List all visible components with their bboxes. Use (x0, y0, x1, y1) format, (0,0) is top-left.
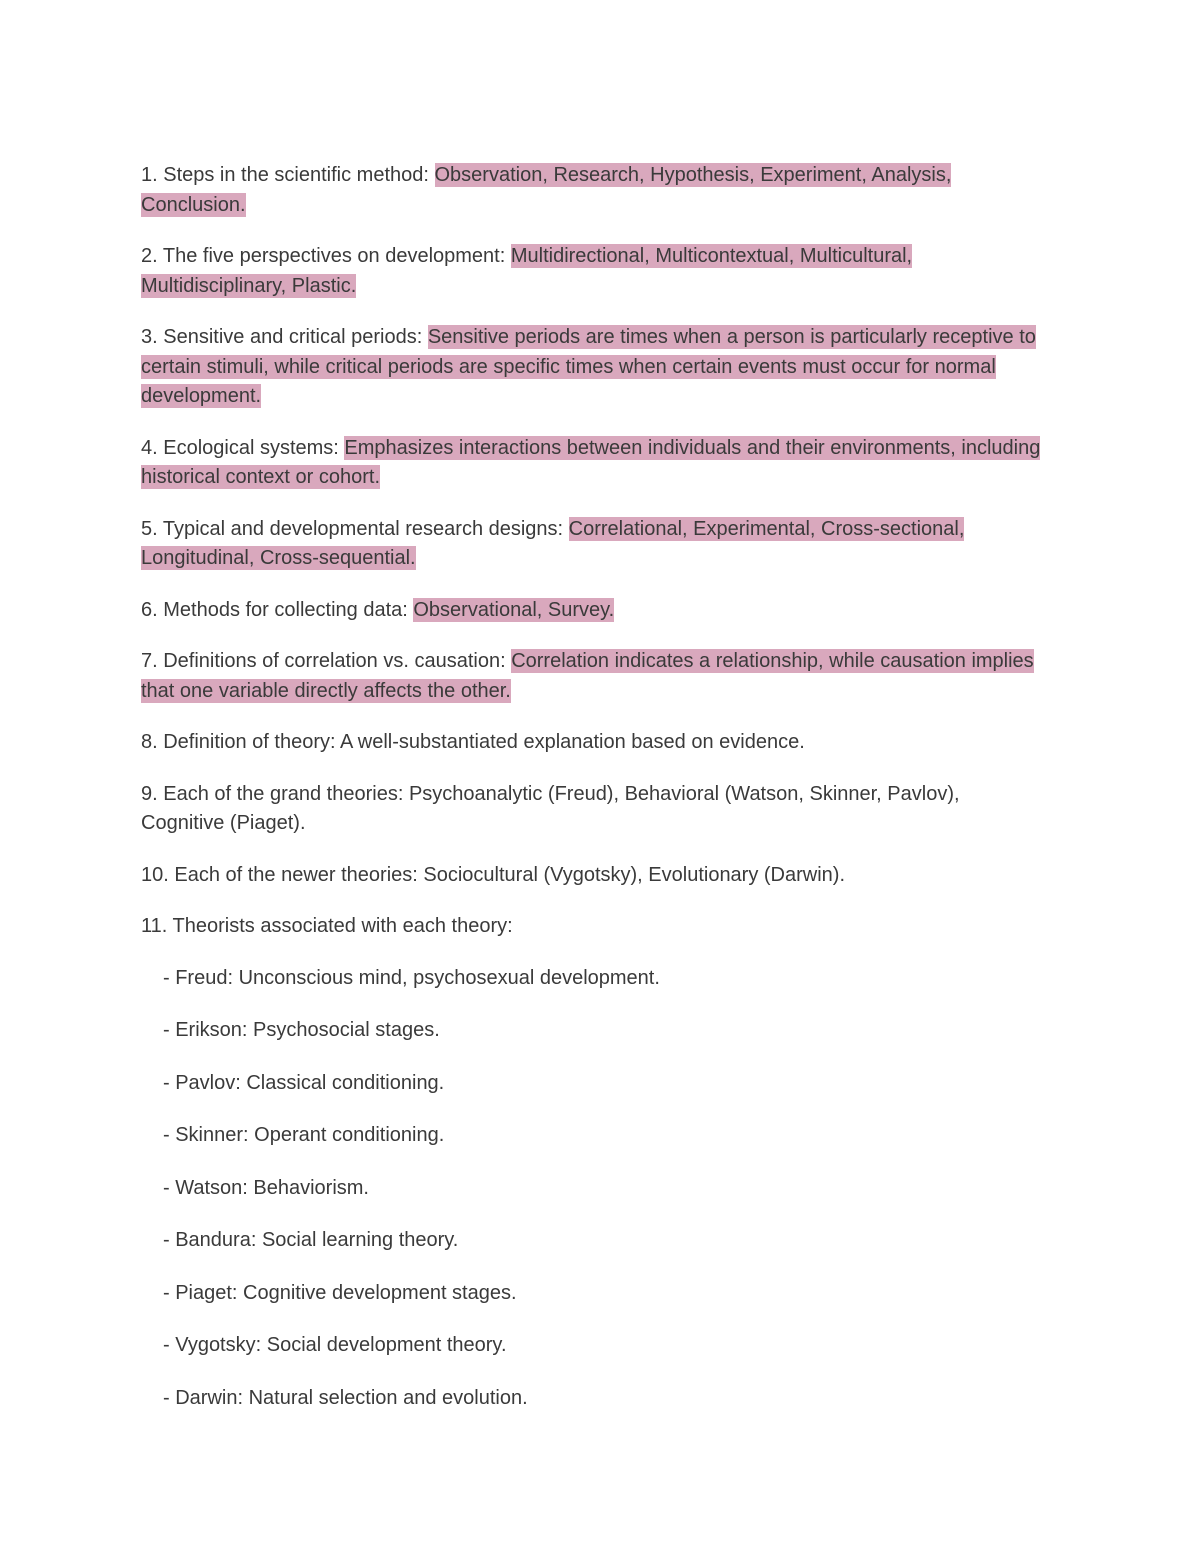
theorist-watson: - Watson: Behaviorism. (163, 1176, 369, 1199)
list-item-11: 11. Theorists associated with each theory: (141, 915, 513, 937)
list-item-3 (141, 323, 1041, 412)
highlighted-answer: Correlational, Experimental, Cross-sectional, Longitudinal, Cross-sequential. (141, 517, 965, 569)
item-label: 4. Ecological systems: (141, 436, 345, 459)
item-label: 2. The five perspectives on development: (141, 245, 511, 267)
item-label: 6. Methods for collecting data: (141, 598, 414, 621)
highlighted-answer: Emphasizes interactions between individuals and their environments, including historical context or cohort. (141, 436, 1041, 488)
highlighted-answer: Observational, Survey. (413, 598, 615, 621)
list-item-2 (141, 242, 1041, 301)
theorist-pavlov: - Pavlov: Classical conditioning. (163, 1071, 445, 1094)
item-label: 5. Typical and developmental research designs: (141, 517, 569, 540)
list-item-6 (141, 596, 1041, 626)
item-label: 3. Sensitive and critical periods: (141, 326, 428, 348)
list-item-1 (141, 161, 1041, 220)
item-label: 1. Steps in the scientific method: (141, 164, 435, 186)
theorist-vygotsky: - Vygotsky: Social development theory. (163, 1334, 507, 1356)
list-item-7 (141, 647, 1041, 706)
highlighted-answer: Sensitive periods are times when a person is particularly receptive to certain stimuli, while critical periods are specific times when certain events must occur for normal development. (141, 326, 1036, 407)
theorist-erikson: - Erikson: Psychosocial stages. (163, 1019, 440, 1041)
theorist-piaget: - Piaget: Cognitive development stages. (163, 1281, 517, 1304)
document-body (141, 161, 1041, 1436)
theorist-darwin: - Darwin: Natural selection and evolution. (163, 1386, 528, 1409)
highlighted-answer: Correlation indicates a relationship, while causation implies that one variable directly affects the other. (141, 650, 1034, 702)
highlighted-answer: Multidirectional, Multicontextual, Multicultural, Multidisciplinary, Plastic. (141, 245, 913, 297)
theorist-bandura: - Bandura: Social learning theory. (163, 1229, 459, 1251)
list-item-8: 8. Definition of theory: A well-substantiated explanation based on evidence. (141, 731, 805, 753)
list-item-4 (141, 434, 1041, 493)
theorist-skinner: - Skinner: Operant conditioning. (163, 1124, 445, 1146)
item-label: 7. Definitions of correlation vs. causation: (141, 650, 512, 672)
highlighted-answer: Observation, Research, Hypothesis, Experiment, Analysis, Conclusion. (141, 164, 952, 216)
list-item-5 (141, 515, 1041, 574)
list-item-9: 9. Each of the grand theories: Psychoanalytic (Freud), Behavioral (Watson, Skinner, Pavlov), Cognitive (Piaget). (141, 782, 960, 834)
theorist-freud: - Freud: Unconscious mind, psychosexual development. (163, 966, 660, 989)
list-item-10: 10. Each of the newer theories: Sociocultural (Vygotsky), Evolutionary (Darwin). (141, 863, 846, 886)
